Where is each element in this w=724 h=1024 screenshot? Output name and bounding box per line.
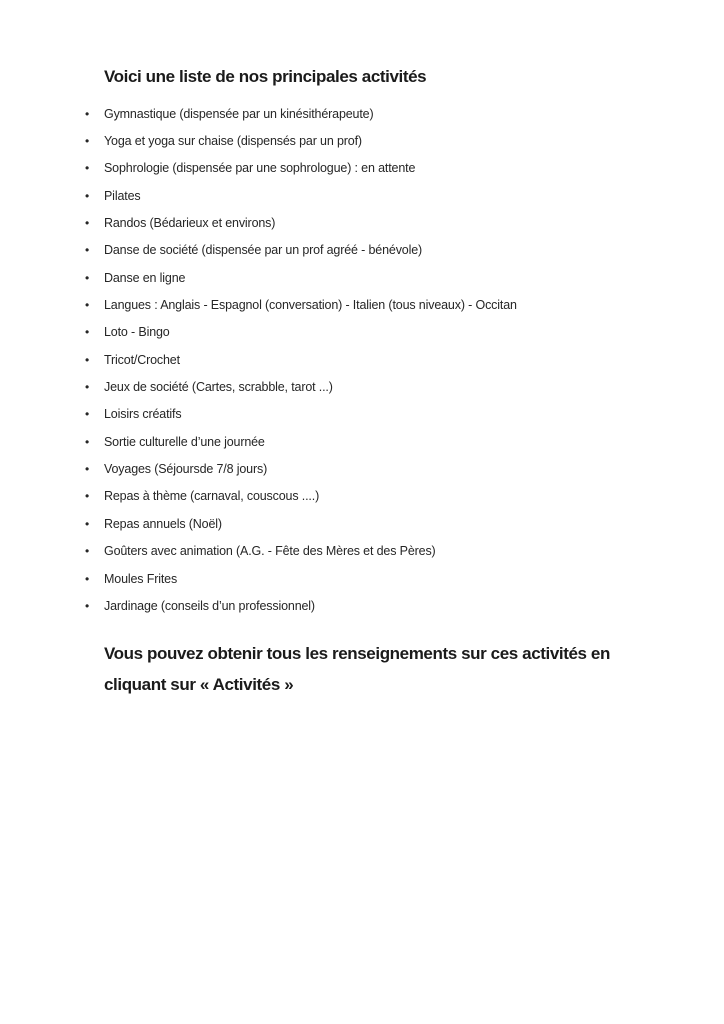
footer-note-line-2: cliquant sur « Activités » [104,675,294,694]
activity-item [0,182,724,209]
activity-label: Repas annuels (Noël) [104,516,222,531]
bullet-icon: • [85,516,90,531]
bullet-icon: • [85,489,90,504]
activity-label: Danse en ligne [104,270,186,285]
bullet-icon: • [85,134,90,149]
footer-note [104,638,610,700]
activity-item [0,100,724,127]
activity-label: Yoga et yoga sur chaise (dispensés par un prof) [104,134,362,149]
bullet-icon: • [85,598,90,613]
bullet-icon: • [85,188,90,203]
footer-note-line-1: Vous pouvez obtenir tous les renseignements sur ces activités en [104,644,610,663]
activity-item [0,127,724,154]
activity-label: Goûters avec animation (A.G. - Fête des Mères et des Pères) [104,544,436,559]
activity-item [0,291,724,318]
bullet-icon: • [85,434,90,449]
activity-label: Voyages (Séjoursde 7/8 jours) [104,462,268,477]
activity-label: Jeux de société (Cartes, scrabble, tarot ...) [104,380,333,395]
bullet-icon: • [85,298,90,313]
activities-list [0,100,724,620]
bullet-icon: • [85,462,90,477]
bullet-icon: • [85,161,90,176]
activity-label: Loisirs créatifs [104,407,182,422]
activity-label: Jardinage (conseils d’un professionnel) [104,598,315,613]
bullet-icon: • [85,571,90,586]
activity-item [0,565,724,592]
activity-label: Langues : Anglais - Espagnol (conversation) - Italien (tous niveaux) - Occitan [104,298,517,313]
activity-label: Loto - Bingo [104,325,170,340]
bullet-icon: • [85,544,90,559]
bullet-icon: • [85,407,90,422]
activity-item [0,455,724,482]
activity-item [0,237,724,264]
bullet-icon: • [85,216,90,231]
bullet-icon: • [85,380,90,395]
activity-label: Moules Frites [104,571,178,586]
activity-item [0,510,724,537]
bullet-icon: • [85,352,90,367]
activity-item [0,209,724,236]
activity-item [0,592,724,619]
activity-label: Sortie culturelle d’une journée [104,434,265,449]
activity-label: Pilates [104,188,141,203]
bullet-icon: • [85,106,90,121]
activity-item [0,264,724,291]
activity-label: Repas à thème (carnaval, couscous ....) [104,489,320,504]
bullet-icon: • [85,270,90,285]
document-heading: Voici une liste de nos principales activités [104,67,427,86]
activity-label: Randos (Bédarieux et environs) [104,216,276,231]
activity-item [0,428,724,455]
activity-label: Gymnastique (dispensée par un kinésithérapeute) [104,106,374,121]
activity-item [0,155,724,182]
activity-label: Tricot/Crochet [104,352,180,367]
bullet-icon: • [85,325,90,340]
activity-label: Danse de société (dispensée par un prof agréé - bénévole) [104,243,423,258]
activity-item [0,346,724,373]
activity-item [0,483,724,510]
activity-item [0,401,724,428]
activity-label: Sophrologie (dispensée par une sophrologue) : en attente [104,161,416,176]
activity-item [0,319,724,346]
activity-item [0,373,724,400]
bullet-icon: • [85,243,90,258]
activity-item [0,538,724,565]
